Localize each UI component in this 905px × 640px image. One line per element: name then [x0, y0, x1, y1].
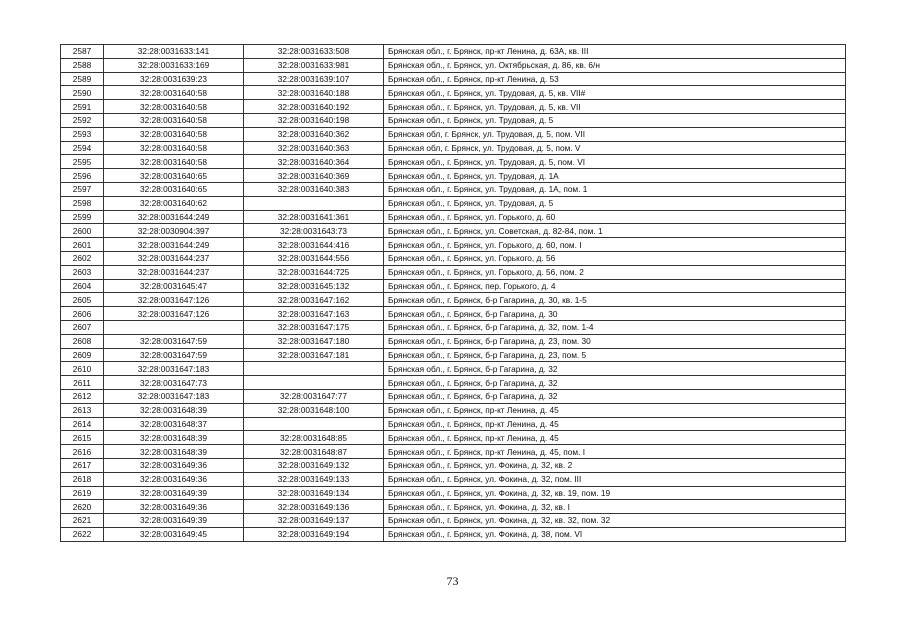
table-row	[61, 113, 846, 127]
address-cell: Брянская обл., г. Брянск, б-р Гагарина, д. 30	[384, 307, 846, 321]
address-cell: Брянская обл., г. Брянск, ул. Советская, д. 82-84, пом. 1	[384, 224, 846, 238]
table-row	[61, 100, 846, 114]
row-number-cell: 2597	[61, 182, 104, 196]
object-cadastral-number-cell: 32:28:0031633:981	[244, 58, 384, 72]
table-row	[61, 486, 846, 500]
row-number-cell: 2599	[61, 210, 104, 224]
row-number-cell: 2588	[61, 58, 104, 72]
address-cell: Брянская обл., г. Брянск, ул. Трудовая, д. 5, пом. VI	[384, 155, 846, 169]
source-cadastral-number-cell: 32:28:0031648:37	[104, 417, 244, 431]
table-row	[61, 72, 846, 86]
row-number-cell: 2608	[61, 334, 104, 348]
table-row	[61, 403, 846, 417]
address-cell: Брянская обл., г. Брянск, пр-кт Ленина, д. 45, пом. I	[384, 445, 846, 459]
table-row	[61, 279, 846, 293]
object-cadastral-number-cell: 32:28:0031649:194	[244, 527, 384, 541]
table-row	[61, 224, 846, 238]
source-cadastral-number-cell: 32:28:0031633:141	[104, 45, 244, 59]
object-cadastral-number-cell: 32:28:0031640:363	[244, 141, 384, 155]
source-cadastral-number-cell: 32:28:0031647:183	[104, 389, 244, 403]
row-number-cell: 2622	[61, 527, 104, 541]
row-number-cell: 2592	[61, 113, 104, 127]
object-cadastral-number-cell: 32:28:0031647:77	[244, 389, 384, 403]
table-row	[61, 265, 846, 279]
object-cadastral-number-cell: 32:28:0031648:87	[244, 445, 384, 459]
table-row	[61, 169, 846, 183]
row-number-cell: 2594	[61, 141, 104, 155]
object-cadastral-number-cell: 32:28:0031640:364	[244, 155, 384, 169]
table-row	[61, 417, 846, 431]
object-cadastral-number-cell: 32:28:0031647:180	[244, 334, 384, 348]
table-row	[61, 514, 846, 528]
row-number-cell: 2601	[61, 238, 104, 252]
address-cell: Брянская обл., г. Брянск, пр-кт Ленина, д. 45	[384, 431, 846, 445]
table-row	[61, 293, 846, 307]
source-cadastral-number-cell: 32:28:0031645:47	[104, 279, 244, 293]
address-cell: Брянская обл, г. Брянск, ул. Трудовая, д. 5, пом. V	[384, 141, 846, 155]
object-cadastral-number-cell: 32:28:0031640:369	[244, 169, 384, 183]
source-cadastral-number-cell: 32:28:0031644:249	[104, 210, 244, 224]
source-cadastral-number-cell: 32:28:0031640:58	[104, 113, 244, 127]
object-cadastral-number-cell: 32:28:0031649:132	[244, 458, 384, 472]
source-cadastral-number-cell: 32:28:0031644:237	[104, 251, 244, 265]
object-cadastral-number-cell: 32:28:0031644:416	[244, 238, 384, 252]
address-cell: Брянская обл., г. Брянск, ул. Фокина, д. 32, кв. 2	[384, 458, 846, 472]
object-cadastral-number-cell	[244, 417, 384, 431]
address-cell: Брянская обл., г. Брянск, ул. Октябрьская, д. 86, кв. 6/н	[384, 58, 846, 72]
object-cadastral-number-cell: 32:28:0031649:133	[244, 472, 384, 486]
table-row	[61, 431, 846, 445]
table-row	[61, 527, 846, 541]
row-number-cell: 2595	[61, 155, 104, 169]
address-cell: Брянская обл., г. Брянск, б-р Гагарина, д. 32	[384, 376, 846, 390]
address-cell: Брянская обл., г. Брянск, б-р Гагарина, д. 32	[384, 362, 846, 376]
object-cadastral-number-cell: 32:28:0031649:134	[244, 486, 384, 500]
source-cadastral-number-cell: 32:28:0031640:62	[104, 196, 244, 210]
row-number-cell: 2615	[61, 431, 104, 445]
address-cell: Брянская обл., г. Брянск, б-р Гагарина, д. 32, пом. 1-4	[384, 320, 846, 334]
object-cadastral-number-cell: 32:28:0031647:175	[244, 320, 384, 334]
object-cadastral-number-cell: 32:28:0031641:361	[244, 210, 384, 224]
source-cadastral-number-cell: 32:28:0031649:36	[104, 472, 244, 486]
source-cadastral-number-cell: 32:28:0031640:58	[104, 155, 244, 169]
row-number-cell: 2600	[61, 224, 104, 238]
table-row	[61, 458, 846, 472]
source-cadastral-number-cell: 32:28:0031649:39	[104, 486, 244, 500]
address-cell: Брянская обл., г. Брянск, пр-кт Ленина, д. 45	[384, 403, 846, 417]
table-row	[61, 362, 846, 376]
table-row	[61, 210, 846, 224]
table-row	[61, 45, 846, 59]
table-row	[61, 196, 846, 210]
object-cadastral-number-cell: 32:28:0031640:383	[244, 182, 384, 196]
address-cell: Брянская обл., г. Брянск, б-р Гагарина, д. 32	[384, 389, 846, 403]
source-cadastral-number-cell: 32:28:0031649:45	[104, 527, 244, 541]
row-number-cell: 2616	[61, 445, 104, 459]
source-cadastral-number-cell: 32:28:0031640:58	[104, 127, 244, 141]
object-cadastral-number-cell: 32:28:0031644:556	[244, 251, 384, 265]
object-cadastral-number-cell: 32:28:0031648:85	[244, 431, 384, 445]
table-row	[61, 334, 846, 348]
row-number-cell: 2587	[61, 45, 104, 59]
register-table	[60, 44, 846, 542]
object-cadastral-number-cell: 32:28:0031643:73	[244, 224, 384, 238]
address-cell: Брянская обл., г. Брянск, ул. Фокина, д. 32, кв. 19, пом. 19	[384, 486, 846, 500]
row-number-cell: 2602	[61, 251, 104, 265]
source-cadastral-number-cell: 32:28:0031649:36	[104, 500, 244, 514]
table-row	[61, 127, 846, 141]
address-cell: Брянская обл., г. Брянск, ул. Трудовая, д. 1А, пом. 1	[384, 182, 846, 196]
source-cadastral-number-cell: 32:28:0031649:36	[104, 458, 244, 472]
table-row	[61, 472, 846, 486]
page-number: 73	[446, 574, 459, 588]
address-cell: Брянская обл, г. Брянск, ул. Трудовая, д. 5, пом. VII	[384, 127, 846, 141]
address-cell: Брянская обл., г. Брянск, ул. Трудовая, д. 5, кв. VII	[384, 100, 846, 114]
source-cadastral-number-cell: 32:28:0031647:59	[104, 348, 244, 362]
table-row	[61, 348, 846, 362]
table-row	[61, 238, 846, 252]
source-cadastral-number-cell: 32:28:0031644:249	[104, 238, 244, 252]
source-cadastral-number-cell: 32:28:0031640:65	[104, 169, 244, 183]
row-number-cell: 2617	[61, 458, 104, 472]
object-cadastral-number-cell: 32:28:0031647:163	[244, 307, 384, 321]
source-cadastral-number-cell: 32:28:0031648:39	[104, 431, 244, 445]
object-cadastral-number-cell: 32:28:0031640:362	[244, 127, 384, 141]
table-row	[61, 320, 846, 334]
address-cell: Брянская обл., г. Брянск, ул. Горького, д. 56, пом. 2	[384, 265, 846, 279]
object-cadastral-number-cell	[244, 362, 384, 376]
object-cadastral-number-cell: 32:28:0031648:100	[244, 403, 384, 417]
source-cadastral-number-cell: 32:28:0031640:58	[104, 86, 244, 100]
object-cadastral-number-cell: 32:28:0031640:198	[244, 113, 384, 127]
table-row	[61, 500, 846, 514]
source-cadastral-number-cell: 32:28:0031648:39	[104, 403, 244, 417]
source-cadastral-number-cell: 32:28:0031647:59	[104, 334, 244, 348]
table-row	[61, 376, 846, 390]
object-cadastral-number-cell: 32:28:0031644:725	[244, 265, 384, 279]
object-cadastral-number-cell: 32:28:0031640:192	[244, 100, 384, 114]
address-cell: Брянская обл., г. Брянск, ул. Горького, д. 60, пом. I	[384, 238, 846, 252]
source-cadastral-number-cell: 32:28:0031647:73	[104, 376, 244, 390]
row-number-cell: 2606	[61, 307, 104, 321]
object-cadastral-number-cell: 32:28:0031640:188	[244, 86, 384, 100]
object-cadastral-number-cell	[244, 196, 384, 210]
row-number-cell: 2621	[61, 514, 104, 528]
object-cadastral-number-cell: 32:28:0031633:508	[244, 45, 384, 59]
row-number-cell: 2598	[61, 196, 104, 210]
row-number-cell: 2591	[61, 100, 104, 114]
object-cadastral-number-cell: 32:28:0031649:137	[244, 514, 384, 528]
address-cell: Брянская обл., г. Брянск, ул. Горького, д. 60	[384, 210, 846, 224]
source-cadastral-number-cell	[104, 320, 244, 334]
source-cadastral-number-cell: 32:28:0031640:65	[104, 182, 244, 196]
object-cadastral-number-cell: 32:28:0031645:132	[244, 279, 384, 293]
object-cadastral-number-cell: 32:28:0031647:162	[244, 293, 384, 307]
address-cell: Брянская обл., г. Брянск, ул. Фокина, д. 32, кв. I	[384, 500, 846, 514]
address-cell: Брянская обл., г. Брянск, ул. Трудовая, д. 5, кв. VII#	[384, 86, 846, 100]
address-cell: Брянская обл., г. Брянск, б-р Гагарина, д. 30, кв. 1-5	[384, 293, 846, 307]
register-table-body	[61, 45, 846, 542]
address-cell: Брянская обл., г. Брянск, б-р Гагарина, д. 23, пом. 30	[384, 334, 846, 348]
object-cadastral-number-cell: 32:28:0031639:107	[244, 72, 384, 86]
address-cell: Брянская обл., г. Брянск, б-р Гагарина, д. 23, пом. 5	[384, 348, 846, 362]
row-number-cell: 2603	[61, 265, 104, 279]
table-row	[61, 182, 846, 196]
object-cadastral-number-cell: 32:28:0031649:136	[244, 500, 384, 514]
row-number-cell: 2620	[61, 500, 104, 514]
row-number-cell: 2613	[61, 403, 104, 417]
row-number-cell: 2609	[61, 348, 104, 362]
address-cell: Брянская обл., г. Брянск, ул. Фокина, д. 32, пом. III	[384, 472, 846, 486]
source-cadastral-number-cell: 32:28:0031640:58	[104, 141, 244, 155]
table-row	[61, 155, 846, 169]
row-number-cell: 2614	[61, 417, 104, 431]
source-cadastral-number-cell: 32:28:0031644:237	[104, 265, 244, 279]
row-number-cell: 2590	[61, 86, 104, 100]
row-number-cell: 2604	[61, 279, 104, 293]
row-number-cell: 2607	[61, 320, 104, 334]
row-number-cell: 2618	[61, 472, 104, 486]
source-cadastral-number-cell: 32:28:0031647:126	[104, 307, 244, 321]
object-cadastral-number-cell	[244, 376, 384, 390]
address-cell: Брянская обл., г. Брянск, пр-кт Ленина, д. 63А, кв. III	[384, 45, 846, 59]
address-cell: Брянская обл., г. Брянск, ул. Фокина, д. 38, пом. VI	[384, 527, 846, 541]
table-row	[61, 445, 846, 459]
table-row	[61, 389, 846, 403]
table-row	[61, 141, 846, 155]
address-cell: Брянская обл., г. Брянск, ул. Горького, д. 56	[384, 251, 846, 265]
row-number-cell: 2619	[61, 486, 104, 500]
row-number-cell: 2612	[61, 389, 104, 403]
row-number-cell: 2605	[61, 293, 104, 307]
address-cell: Брянская обл., г. Брянск, пр-кт Ленина, д. 45	[384, 417, 846, 431]
address-cell: Брянская обл., г. Брянск, ул. Фокина, д. 32, кв. 32, пом. 32	[384, 514, 846, 528]
object-cadastral-number-cell: 32:28:0031647:181	[244, 348, 384, 362]
source-cadastral-number-cell: 32:28:0031633:169	[104, 58, 244, 72]
source-cadastral-number-cell: 32:28:0031649:39	[104, 514, 244, 528]
address-cell: Брянская обл., г. Брянск, пер. Горького, д. 4	[384, 279, 846, 293]
source-cadastral-number-cell: 32:28:0031647:183	[104, 362, 244, 376]
table-row	[61, 58, 846, 72]
table-row	[61, 86, 846, 100]
source-cadastral-number-cell: 32:28:0031639:23	[104, 72, 244, 86]
row-number-cell: 2611	[61, 376, 104, 390]
address-cell: Брянская обл., г. Брянск, ул. Трудовая, д. 5	[384, 113, 846, 127]
table-row	[61, 307, 846, 321]
row-number-cell: 2589	[61, 72, 104, 86]
address-cell: Брянская обл., г. Брянск, пр-кт Ленина, д. 53	[384, 72, 846, 86]
row-number-cell: 2596	[61, 169, 104, 183]
table-row	[61, 251, 846, 265]
address-cell: Брянская обл., г. Брянск, ул. Трудовая, д. 1А	[384, 169, 846, 183]
address-cell: Брянская обл., г. Брянск, ул. Трудовая, д. 5	[384, 196, 846, 210]
row-number-cell: 2610	[61, 362, 104, 376]
source-cadastral-number-cell: 32:28:0030904:397	[104, 224, 244, 238]
row-number-cell: 2593	[61, 127, 104, 141]
source-cadastral-number-cell: 32:28:0031640:58	[104, 100, 244, 114]
source-cadastral-number-cell: 32:28:0031647:126	[104, 293, 244, 307]
source-cadastral-number-cell: 32:28:0031648:39	[104, 445, 244, 459]
